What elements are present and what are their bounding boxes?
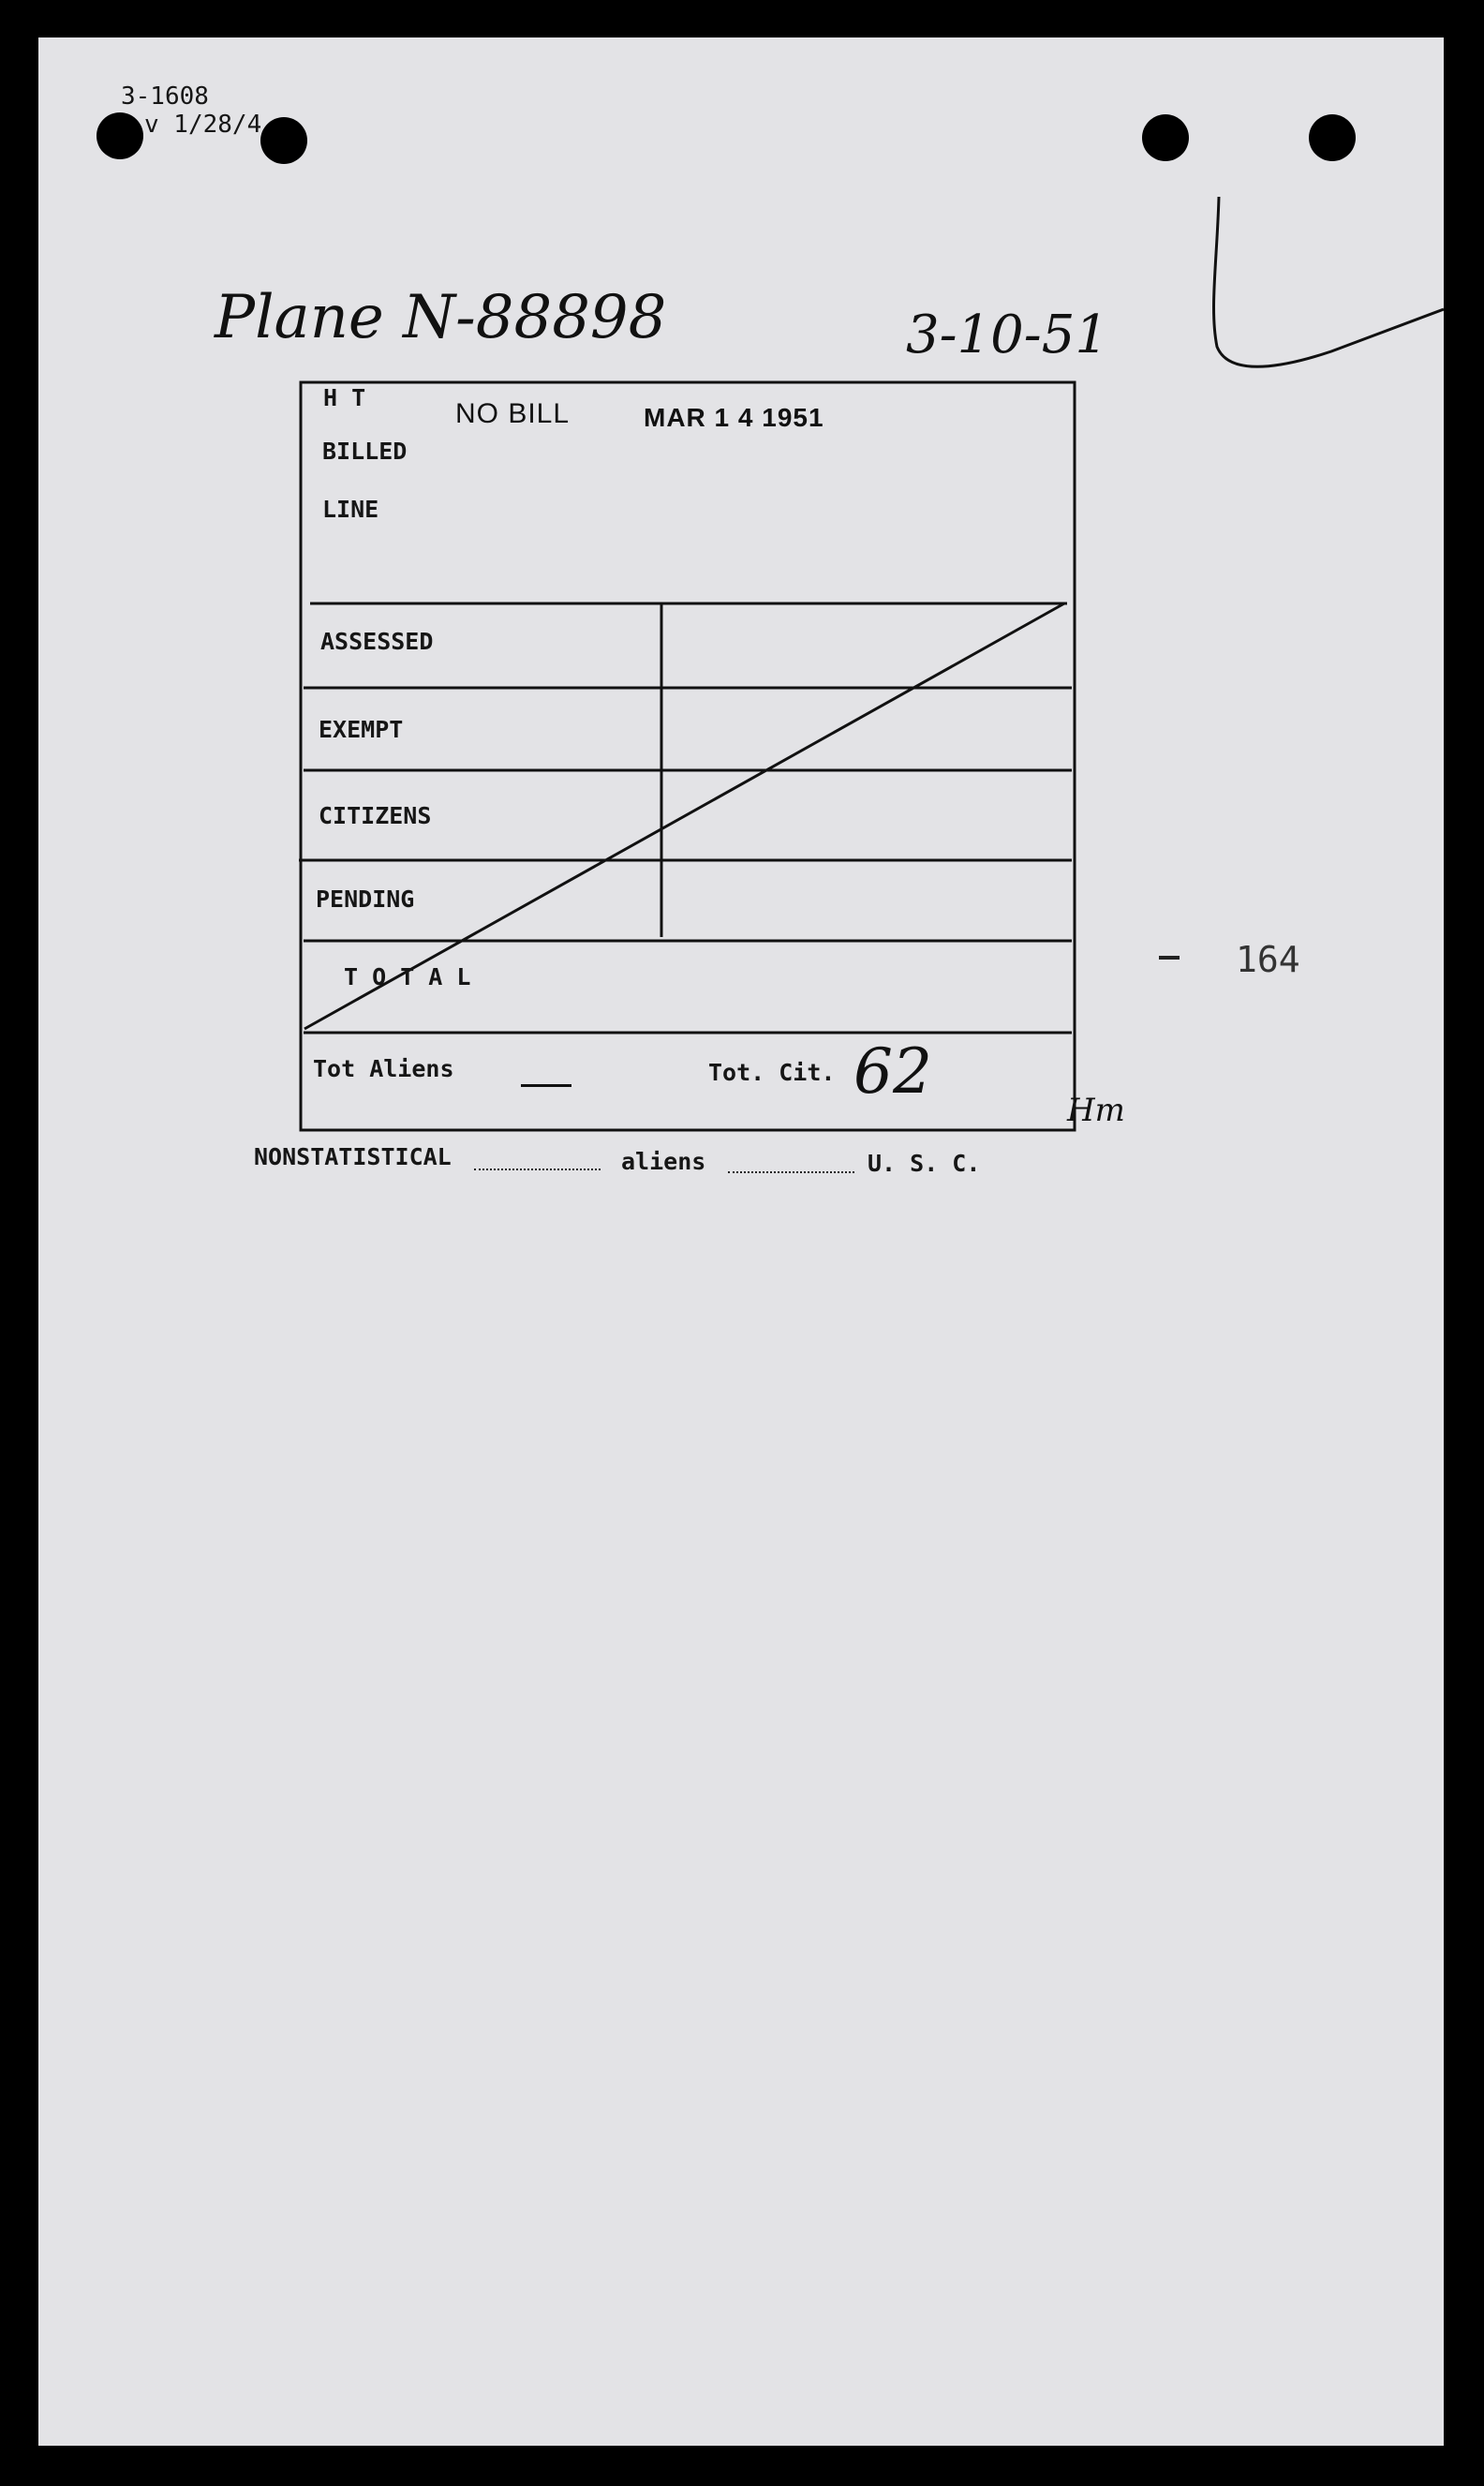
tot-aliens-label: Tot Aliens — [313, 1055, 454, 1082]
page-number-dash — [1159, 956, 1180, 960]
handwritten-plane-number: Plane N-88898 — [215, 283, 667, 352]
aliens-blank — [728, 1171, 854, 1173]
row-pending: PENDING — [316, 886, 415, 913]
tot-aliens-dash — [521, 1084, 571, 1087]
no-bill-stamp: NO BILL — [455, 398, 571, 429]
row-exempt: EXEMPT — [319, 716, 404, 743]
handwritten-total-citizens: 62 — [853, 1035, 932, 1108]
handwritten-initials: Hm — [1067, 1092, 1125, 1129]
handwritten-date: 3-10-51 — [906, 305, 1108, 365]
page-number: 164 — [1236, 939, 1300, 980]
date-stamp: MAR 1 4 1951 — [644, 403, 824, 432]
nonstatistical-label: NONSTATISTICAL — [254, 1143, 452, 1170]
usc-label: U. S. C. — [868, 1150, 981, 1177]
label-line: LINE — [322, 496, 379, 523]
manifest-card — [38, 37, 1444, 2446]
form-revision: v 1/28/4 — [144, 111, 262, 139]
row-total: T O T A L — [344, 963, 471, 990]
row-assessed: ASSESSED — [320, 628, 434, 655]
label-billed: BILLED — [322, 438, 408, 465]
row-citizens: CITIZENS — [319, 802, 432, 829]
aliens-label: aliens — [621, 1148, 706, 1175]
tot-cit-label: Tot. Cit. — [708, 1059, 836, 1086]
label-ht: H T — [323, 384, 366, 411]
form-number: 3-1608 — [121, 82, 209, 111]
nonstatistical-blank — [474, 1169, 601, 1170]
